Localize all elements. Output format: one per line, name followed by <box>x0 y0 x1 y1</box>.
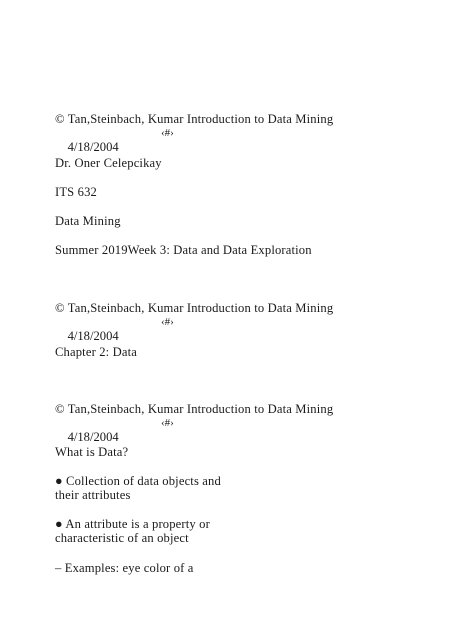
section-heading: What is Data? <box>55 445 129 459</box>
session-title: Summer 2019Week 3: Data and Data Exploration <box>55 243 312 257</box>
course-code: ITS 632 <box>55 185 97 199</box>
slide-number-marker: ‹#› <box>161 417 174 429</box>
bullet-text-continued: their attributes <box>55 488 131 502</box>
date-row <box>55 126 174 182</box>
chapter-title: Chapter 2: Data <box>55 345 137 359</box>
slide-number-marker: ‹#› <box>161 316 174 328</box>
copyright-header: © Tan,Steinbach, Kumar Introduction to Data Mining <box>55 402 334 416</box>
slide-date: 4/18/2004 <box>67 329 119 343</box>
bullet-text: ● Collection of data objects and <box>55 474 221 488</box>
slide-date: 4/18/2004 <box>67 140 119 154</box>
bullet-text-continued: characteristic of an object <box>55 531 189 545</box>
course-title: Data Mining <box>55 214 121 228</box>
bullet-text: ● An attribute is a property or <box>55 517 210 531</box>
date-row <box>55 416 174 472</box>
author-name: Dr. Oner Celepcikay <box>55 156 162 170</box>
copyright-header: © Tan,Steinbach, Kumar Introduction to Data Mining <box>55 112 334 126</box>
date-row <box>55 315 174 371</box>
sub-bullet-text: – Examples: eye color of a <box>55 561 194 575</box>
slide-number-marker: ‹#› <box>161 127 174 139</box>
copyright-header: © Tan,Steinbach, Kumar Introduction to Data Mining <box>55 301 334 315</box>
slide-date: 4/18/2004 <box>67 430 119 444</box>
